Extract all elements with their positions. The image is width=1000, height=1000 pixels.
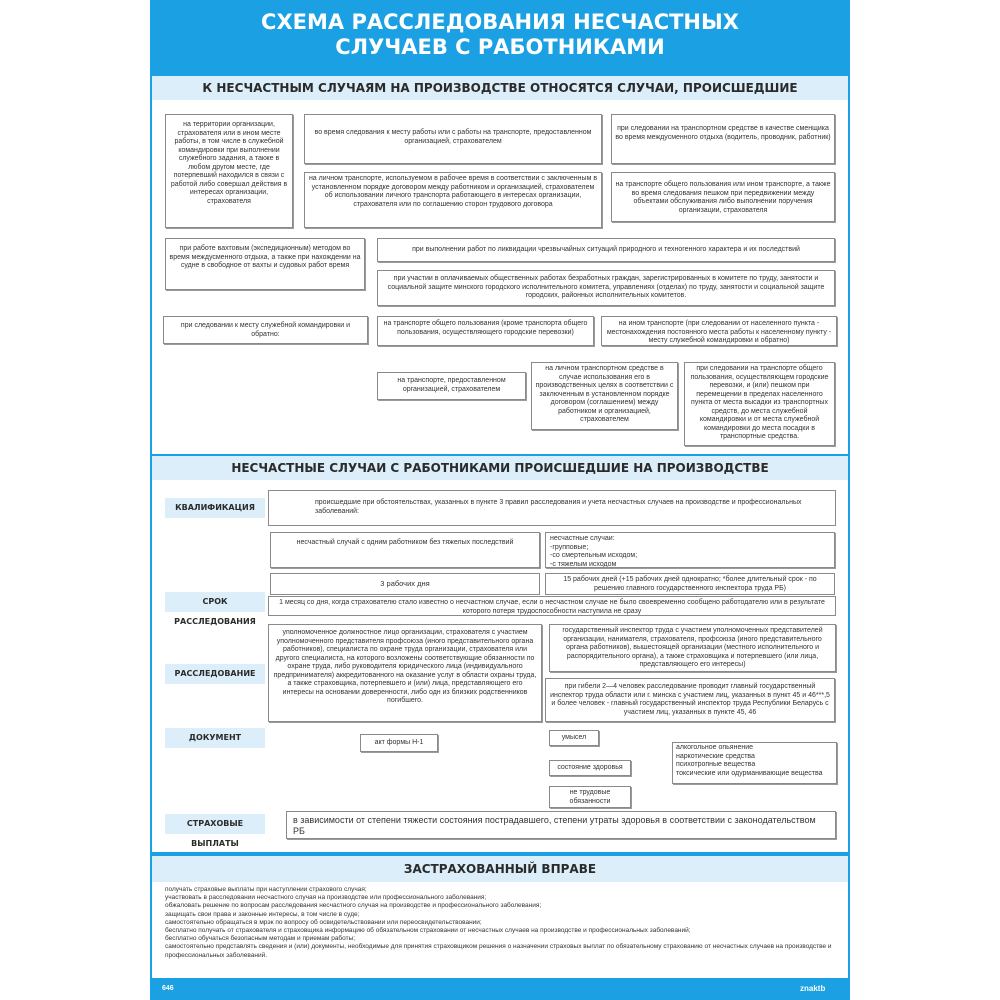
substance-narcotics: наркотические средства <box>676 752 755 760</box>
section-2-heading: НЕСЧАСТНЫЕ СЛУЧАИ С РАБОТНИКАМИ ПРОИСШЕДШИЕ НА ПРОИЗВОДСТВЕ <box>152 456 848 480</box>
case-box-trip-public-transport: на транспорте общего пользования (кроме транспорта общего пользования, осуществляющего городские перевозки) <box>377 316 594 346</box>
case-box-emergency: при выполнении работ по ликвидации чрезвычайных ситуаций природного и техногенного характера и их последствий <box>377 238 835 262</box>
case-box-business-trip: при следовании к месту служебной командировки и обратно: <box>163 316 368 344</box>
case-box-trip-city-transport: при следовании на транспорте общего пользования, осуществляющем городские перевозки, и (или) пешком при перемещении в пределах населенного пункта от места высадки из транспортных средств, до места служебной командировки и от места служебной командировки до места посадки в транспортные средства. <box>684 362 835 446</box>
case-box-trip-other-transport: на ином транспорте (при следовании от населенного пункта - местонахождения постоянного места работы к населенному пункту - месту служебной командировки и обратно) <box>601 316 837 346</box>
case-group-fatal-severe: несчастные случаи: -групповые; -со смертельным исходом; -с тяжелым исходом <box>545 532 835 568</box>
case-box-trip-employer-transport: на транспорте, предоставленном организацией, страхователем <box>377 372 526 400</box>
substance-alcohol: алкогольное опьянение <box>676 744 754 751</box>
list-item: самостоятельно обращаться в мрэк по вопросу об освидетельствовании или переосвидетельствовании; <box>165 918 482 926</box>
substance-psychotropic: психотропные вещества <box>676 761 756 768</box>
case-box-territory: на территории организации, страхователя или в ином месте работы, в том числе в служебной командировки при выполнении служебного задания, а также в любом другом месте, где потерпевший находился в связи с работой либо совершал действия в интересах организации, страхователя <box>165 114 293 228</box>
insured-rights-list <box>165 886 845 960</box>
insurance-payments-text: в зависимости от степени тяжести состояния пострадавшего, степени утраты здоровья в соответствии с законодательством РБ <box>286 811 836 839</box>
investigation-organization: уполномоченное должностное лицо организации, страхователя с участием уполномоченного представителя профсоюза (иного представительного органа работников), специалиста по охране труда организации, страхователя или другого специалиста, на которого возложены соответствующие обязанности по охране труда, либо руководителя юридического лица (индивидуального предпринимателя) аккредитованного на оказание услуг в области охраны труда, а также страховщика, потерпевшего и (или) лица, представляющего его интересы на основании доверенности, либо одн из близких родственников погибшего. <box>268 624 542 722</box>
case-box-personal-transport: на личном транспорте, используемом в рабочее время в соответствии с заключенным в установленном порядке договором между работником и организацией, страхователем об использовании личного транспорта работающего в интересах организации, страхователя или по соглашению сторон трудового договора <box>304 172 602 228</box>
list-item: защищать свои права и законные интересы, в том числе в суде; <box>165 910 360 918</box>
document-act-n1: акт формы Н-1 <box>360 734 438 752</box>
investigation-state-inspector: государственный инспектор труда с участием уполномоченных представителей организации, нанимателя, страхователя, профсоюза (иного представительного органа работников), вышестоящей организации (местного исполнительного и распорядительного органа), а также страховщика и потерпевшего (или лица, представляющего его интересы) <box>549 624 836 672</box>
list-item: самостоятельно представлять сведения и (или) документы, необходимые для принятия страховщиком решения о назначении страховых выплат по обязательному страхованию от несчастных случаев на производстве и профессиональных заболеваний. <box>165 943 832 959</box>
case-box-public-works: при участии в оплачиваемых общественных работах безработных граждан, зарегистрированных в комитете по труду, занятости и социальной защите минского городского исполнительного комитета, управлениях (отделах) по труду, занятости и социальной защите городских, районных исполнительных комитетов. <box>377 270 835 306</box>
label-insurance-payments: СТРАХОВЫЕ ВЫПЛАТЫ <box>165 814 265 834</box>
page-title <box>150 0 850 70</box>
list-item: обжаловать решение по вопросам расследования несчастного случая на производстве и профессионального заболевания; <box>165 902 542 910</box>
section-1-heading: К НЕСЧАСТНЫМ СЛУЧАЯМ НА ПРОИЗВОДСТВЕ ОТНОСЯТСЯ СЛУЧАИ, ПРОИСШЕДШИЕ <box>152 76 848 100</box>
exclusion-substances <box>672 742 837 784</box>
brand-logo: znaktb <box>800 984 826 993</box>
qualification-text: происшедшие при обстоятельствах, указанных в пункте 3 правил расследования и учета несчастных случаев на производстве и профессиональных заболеваний: <box>268 490 836 526</box>
list-item: бесплатно обучаться безопасным методам и приемам работы; <box>165 935 356 943</box>
case-single-worker: несчастный случай с одним работником без тяжелых последствий <box>270 532 540 568</box>
list-item: получать страховые выплаты при наступлении страхового случая; <box>165 886 367 893</box>
section-3-heading: ЗАСТРАХОВАННЫЙ ВПРАВЕ <box>152 856 848 882</box>
term-3-days: 3 рабочих дня <box>270 573 540 595</box>
list-item: бесплатно получать от страхователя и страховщика информацию об обязательном страховании от несчастных случаев на производстве и профессиональных заболеваний; <box>165 927 691 935</box>
list-item: участвовать в расследовании несчастного случая на производстве или профессионального заболевания; <box>165 894 487 902</box>
case-box-public-transport: на транспорте общего пользования или ином транспорте, а также во время следования пешком при передвижении между объектами обслуживания либо выполнении поручения организации, страхователя <box>611 172 835 222</box>
poster-number: 646 <box>162 985 174 992</box>
term-1-month: 1 месяц со дня, когда страхователю стало известно о несчастном случае, если о несчастном случае не было своевременно сообщено работодателю или в результате которого потеря трудоспособности наступила не сразу <box>268 596 836 616</box>
label-qualification: КВАЛИФИКАЦИЯ <box>165 498 265 518</box>
label-document: ДОКУМЕНТ <box>165 728 265 748</box>
exclusion-health: состояние здоровья <box>549 760 631 776</box>
case-box-shift-driver: при следовании на транспортном средстве в качестве сменщика во время междусменного отдыха (водитель, проводник, работник) <box>611 114 835 164</box>
label-investigation-term: СРОК РАССЛЕДОВАНИЯ <box>165 592 265 612</box>
substance-toxic: токсические или одурманивающие вещества <box>676 769 823 777</box>
title-line-2: СЛУЧАЕВ С РАБОТНИКАМИ <box>335 35 665 59</box>
case-box-trip-personal-vehicle: на личном транспортном средстве в случае использования его в производственных целях в соответствии с заключенным в установленном порядке договором (соглашением) между работником и организацией, страхователем <box>531 362 678 430</box>
title-line-1: СХЕМА РАССЛЕДОВАНИЯ НЕСЧАСТНЫХ <box>261 10 739 34</box>
case-box-commute-employer-transport: во время следования к месту работы или с работы на транспорте, предоставленном организацией, страхователем <box>304 114 602 164</box>
investigation-group-deaths: при гибели 2—4 человек расследование проводит главный государственный инспектор труда области или г. минска с участием лиц, указанных в пункт 45 и 46***,5 и более человек - главный государственный инспектор труда Республики Беларусь с участием лиц, указанных в пункте 45, 46 <box>545 678 835 722</box>
exclusion-not-work-duties: не трудовые обязанности <box>549 786 631 808</box>
label-investigation: РАССЛЕДОВАНИЕ <box>165 664 265 684</box>
case-box-rotational-work: при работе вахтовым (экспедиционным) методом во время междусменного отдыха, а также при нахождении на судне в свободное от вахты и судовых работ время <box>165 238 365 290</box>
exclusion-intent: умысел <box>549 730 599 746</box>
term-15-days: 15 рабочих дней (+15 рабочих дней однократно; *более длительный срок - по решению главного государственного инспектора труда РБ) <box>545 573 835 595</box>
